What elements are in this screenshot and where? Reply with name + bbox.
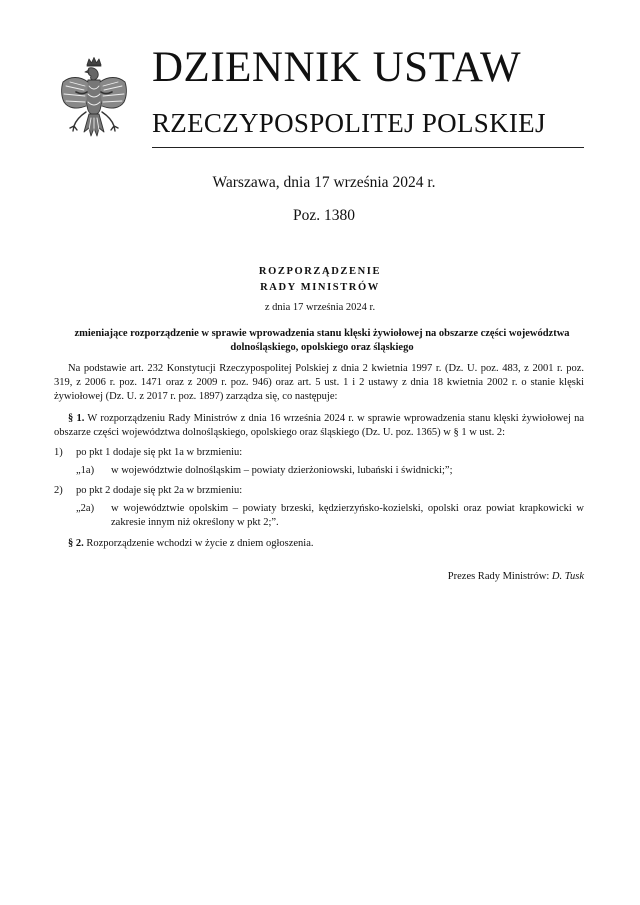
section-1-marker: § 1. [68,413,85,424]
quoted-provision-number: „2a) [76,503,95,514]
gazette-title: DZIENNIK USTAW [152,44,522,91]
list-item-text: po pkt 2 dodaje się pkt 2a w brzmieniu: [76,485,243,496]
section-2-text: Rozporządzenie wchodzi w życie z dniem ogłoszenia. [86,538,314,549]
quoted-provision-number: „1a) [76,465,95,476]
list-item-number: 1) [54,447,63,458]
publication-date: Warszawa, dnia 17 września 2024 r. [212,174,436,191]
act-type: ROZPORZĄDZENIE [258,266,382,277]
section-2-marker: § 2. [68,538,84,549]
position-number: Poz. 1380 [293,207,355,224]
gazette-subtitle: RZECZYPOSPOLITEJ POLSKIEJ [152,108,546,138]
legal-basis-paragraph [54,362,584,404]
signature-block [448,571,584,582]
act-date: z dnia 17 września 2024 r. [264,302,376,313]
legal-basis-text: Na podstawie art. 232 Konstytucji Rzeczypospolitej Polskiej z dnia 2 kwietnia 1997 r. (Dz. U. poz. 483, z 2001 r. poz. 319, z 2006 r. poz. 1471 oraz z 2009 r. poz. 946) oraz art. 5 ust. 1 i 2 ustawy z dnia 18 kwietnia 2002 r. o stanie klęski żywiołowej (Dz. U. z 2017 r. poz. 1897) zarządza się, co następuje: [54,363,584,402]
masthead-divider [152,147,584,148]
act-issuer: RADY MINISTRÓW [260,282,380,293]
section-2-paragraph [54,537,584,551]
signatory-role: Prezes Rady Ministrów: [447,571,550,582]
quoted-provision-text: w województwie dolnośląskim – powiaty dzierżoniowski, lubański i świdnicki;”; [111,465,453,476]
quoted-provision-text: w województwie opolskim – powiaty brzeski, kędzierzyńsko-kozielski, opolski oraz powiat krapkowicki w zakresie innym niż określony w pkt 2;”. [111,503,584,528]
list-item-text: po pkt 1 dodaje się pkt 1a w brzmieniu: [76,447,243,458]
section-1-text: W rozporządzeniu Rady Ministrów z dnia 16 września 2024 r. w sprawie wprowadzenia stanu klęski żywiołowej na obszarze części województwa dolnośląskiego, opolskiego oraz śląskiego (Dz. U. poz. 1365) w § 1 w ust. 2: [54,413,585,438]
act-subject: zmieniające rozporządzenie w sprawie wprowadzenia stanu klęski żywiołowej na obszarze części województwa dolnośląskiego, opolskiego oraz śląskiego [74,328,570,353]
list-item-number: 2) [54,485,63,496]
signatory-name: D. Tusk [551,571,584,582]
section-1-paragraph [54,412,584,440]
polish-eagle-emblem-icon [58,56,130,148]
